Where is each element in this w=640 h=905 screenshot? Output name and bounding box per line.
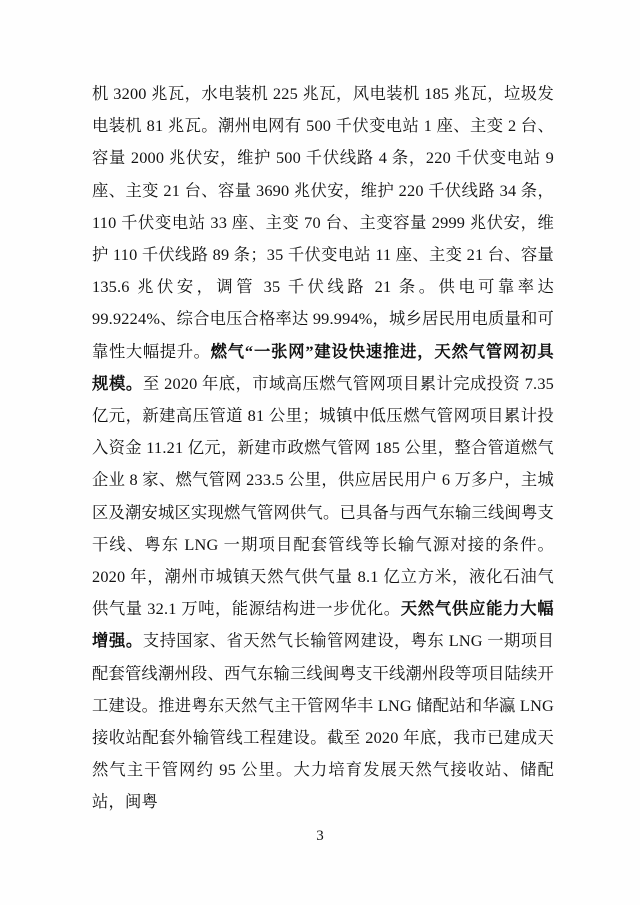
body-paragraph	[92, 78, 554, 819]
page-number: 3	[316, 828, 324, 844]
text-run-normal-1: 机 3200 兆瓦，水电装机 225 兆瓦，风电装机 185 兆瓦，垃圾发电装机 81 兆瓦。潮州电网有 500 千伏变电站 1 座、主变 2 台、容量 2000 兆伏安，维护 500 千伏线路 4 条，220 千伏变电站 9 座、主变 21 台、容量 3690 兆伏安，维护 220 千伏线路 34 条，110 千伏变电站 33 座、主变 70 台、主变容量 2999 兆伏安，维护 110 千伏线路 89 条；35 千伏变电站 11 座、主变 21 台、容量 135.6 兆伏安，调管 35 千伏线路 21 条。供电可靠率达 99.9224%、综合电压合格率达 99.994%，城乡居民用电质量和可靠性大幅提升。	[92, 84, 554, 361]
text-run-normal-3: 支持国家、省天然气长输管网建设，粤东 LNG 一期项目配套管线潮州段、西气东输三线闽粤支干线潮州段等项目陆续开工建设。推进粤东天然气主干管网华丰 LNG 储配站和华瀛 LNG 接收站配套外输管线工程建设。截至 2020 年底，我市已建成天然气主干管网约 95 公里。大力培育发展天然气接收站、储配站，闽粤	[92, 631, 554, 812]
page-body-text	[92, 78, 554, 819]
text-run-bold-1: 燃气“一张网”建设快速推进，天然气管网初具规模。	[92, 341, 554, 393]
text-run-normal-2: 至 2020 年底，市域高压燃气管网项目累计完成投资 7.35 亿元，新建高压管道 81 公里；城镇中低压燃气管网项目累计投入资金 11.21 亿元，新建市政燃气管网 185 公里，整合管道燃气企业 8 家、燃气管网 233.5 公里，供应居民用户 6 万多户，主城区及潮安城区实现燃气管网供气。已具备与西气东输三线闽粤支干线、粤东 LNG 一期项目配套管线等长输气源对接的条件。2020 年，潮州市城镇天然气供气量 8.1 亿立方米，液化石油气供气量 32.1 万吨，能源结构进一步优化。	[92, 373, 555, 619]
text-run-bold-2: 天然气供应能力大幅增强。	[92, 599, 554, 651]
